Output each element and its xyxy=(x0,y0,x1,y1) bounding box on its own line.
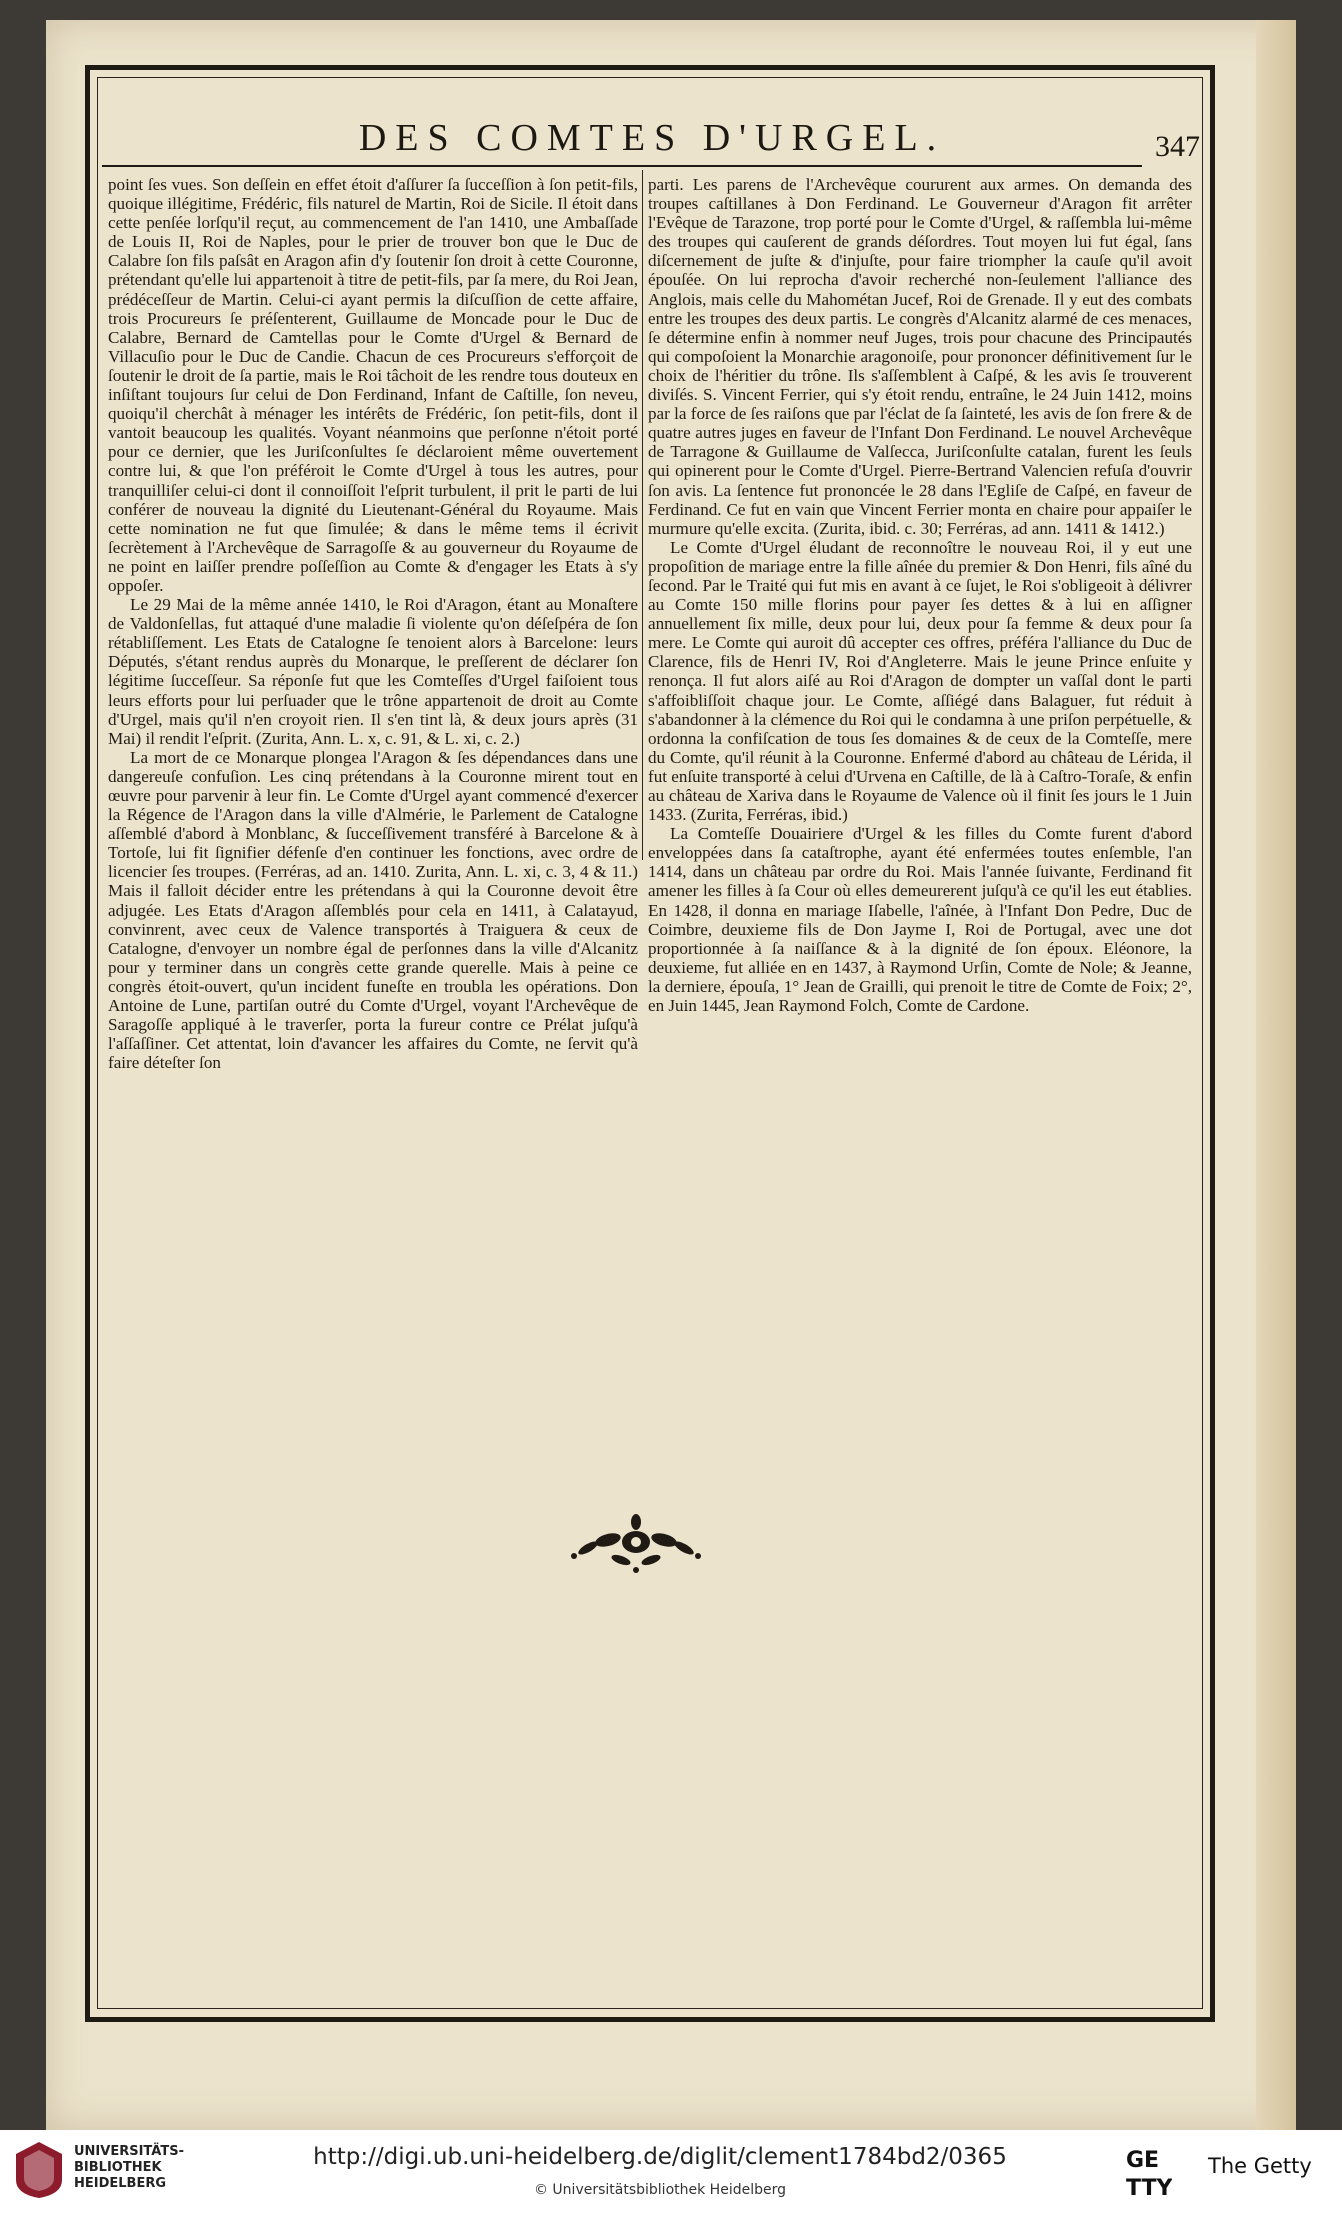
partner-name: The Getty xyxy=(1208,2154,1312,2178)
copyright-notice: © Universitätsbibliothek Heidelberg xyxy=(533,2182,786,2198)
paragraph: point ſes vues. Son deſſein en effet étoit d'aſſurer ſa ſucceſſion à ſon petit-fils, quoique illégitime, Frédéric, fils naturel de Martin, Roi de Sicile. Il étoit dans cette penſée lorſqu'il reçut, au commencement de l'an 1410, une Ambaſſade de Louis II, Roi de Naples, pour le prier de trouver bon que le Duc de Calabre ſon fils paſsât en Aragon afin d'y ſoutenir ſon droit à cette Couronne, prétendant qu'elle lui appartenoit à titre de petit-fils, par ſa mere, du Roi Jean, prédéceſſeur de Martin. Celui-ci ayant permis la diſcuſſion de cette affaire, trois Procureurs ſe préſenterent, Guillaume de Moncade pour le Duc de Calabre, Bernard de Camtellas pour le Comte d'Urgel & Bernard de Villacuſio pour le Duc de Candie. Chacun de ces Procureurs s'efforçoit de ſoutenir le droit de ſa partie, mais le Roi tâchoit de les rendre tous douteux en inſiſtant toujours ſur celui de Don Ferdinand, Infant de Caſtille, ſon neveu, quoiqu'il cherchât à ménager les intérêts de Frédéric, ſon petit-fils, dont il vantoit beaucoup les qualités. Voyant néanmoins que perſonne n'étoit porté pour ce dernier, que les Juriſconſultes ſe déclaroient même ouvertement contre lui, & que l'on préféroit le Comte d'Urgel à tous les autres, pour tranquilliſer celui-ci dont il connoiſſoit l'eſprit turbulent, il prit le parti de lui conférer de nouveau la dignité du Lieutenant-Général du Royaume. Mais cette nomination ne fut que ſimulée; & dans le même tems il écrivit ſecrètement à l'Archevêque de Sarragoſſe & au gouverneur du Royaume de ne point en laiſſer prendre poſſeſſion au Comte & d'engager les Etats à s'y oppoſer. xyxy=(108,175,638,595)
paragraph: La Comteſſe Douairiere d'Urgel & les filles du Comte furent d'abord enveloppées dans ſa cataſtrophe, ayant été enfermées toutes enſemble, l'an 1414, dans un château par ordre du Roi. Mais l'année ſuivante, Ferdinand fit amener les filles à ſa Cour où elles demeurerent juſqu'à ce qu'il les eut établies. En 1428, il donna en mariage Iſabelle, l'aînée, à l'Infant Don Pedre, Duc de Coimbre, deuxieme fils de Don Jayme I, Roi de Portugal, avec une dot proportionnée à ſa naiſſance & à la dignité de ſon époux. Eléonore, la deuxieme, fut alliée en en 1437, à Raymond Urſin, Comte de Nole; & Jeanne, la derniere, épouſa, 1° Jean de Grailli, qui prenoit le titre de Comte de Foix; 2°, en Juin 1445, Jean Raymond Folch, Comte de Cardone. xyxy=(648,824,1192,1016)
page-number: 347 xyxy=(1155,130,1200,163)
permalink-url[interactable]: http://digi.ub.uni-heidelberg.de/diglit/clement1784bd2/0365 xyxy=(313,2144,1007,2170)
scanned-page xyxy=(46,20,1296,2130)
paragraph: Le 29 Mai de la même année 1410, le Roi d'Aragon, étant au Monaſtere de Valdonſellas, fut attaqué d'une maladie ſi violente qu'on déſeſpéra de ſon rétabliſſement. Les Etats de Catalogne ſe tenoient alors à Barcelone: leurs Députés, s'étant rendus auprès du Monarque, le preſſerent de déclarer ſon légitime ſucceſſeur. Sa réponſe fut que les Comteſſes d'Urgel faiſoient tous leurs efforts pour lui perſuader que le trône appartenoit de droit au Comte d'Urgel, mais qu'il n'en croyoit rien. Il s'en tint là, & deux jours après (31 Mai) il rendit l'eſprit. (Zurita, Ann. L. x, c. 91, & L. xi, c. 2.) xyxy=(108,595,638,748)
header-rule xyxy=(102,165,1142,167)
right-column xyxy=(648,175,1192,1015)
paragraph: Le Comte d'Urgel éludant de reconnoître le nouveau Roi, il y eut une propoſition de mariage entre la fille aînée du premier & Don Henri, fils aîné du ſecond. Par le Traité qui fut mis en avant à ce ſujet, le Roi s'obligeoit à délivrer au Comte 150 mille florins pour payer ſes dettes & à lui en aſſigner annuellement ſix mille, deux pour lui, deux pour ſa femme & deux pour ſa mere. Le Comte qui auroit dû accepter ces offres, préféra l'alliance du Duc de Clarence, fils de Henri IV, Roi d'Angleterre. Mais le jeune Prince enſuite y renonça. Il fut alors aiſé au Roi d'Aragon de dompter un vaſſal dont le parti s'affoibliſſoit chaque jour. Le Comte, aſſiégé dans Balaguer, fut réduit à s'abandonner à la clémence du Roi qui le condamna à une priſon perpétuelle, & ordonna la confiſcation de tous ſes domaines & de ceux de la Comteſſe, mere du Comte, qu'il réunit à la Couronne. Enfermé d'abord au château de Lérida, il fut enſuite transporté à celui d'Urvena en Caſtille, de là à Caſtro-Toraſe, & enfin au château de Xariva dans le Royaume de Valence où il finit ſes jours le 1 Juin 1433. (Zurita, Ferréras, ibid.) xyxy=(648,537,1192,825)
svg-text:TTY: TTY xyxy=(1126,2176,1172,2200)
page-edge xyxy=(1256,20,1296,2130)
running-title: DES COMTES D'URGEL. xyxy=(358,117,946,159)
viewer-footer xyxy=(0,2130,1342,2213)
paragraph: parti. Les parens de l'Archevêque coururent aux armes. On demanda des troupes caſtillanes à Don Ferdinand. Le Gouverneur d'Aragon fit arrêter l'Evêque de Tarazone, trop porté pour le Comte d'Urgel, & raſſembla lui-même des troupes qui cauſerent de grands déſordres. Tout moyen lui fut égal, ſans diſcernement de juſte & d'injuſte, pour faire triompher la cauſe qu'il avoit épouſée. On lui reprocha d'avoir recherché non-ſeulement l'alliance des Anglois, mais celle du Mahométan Jucef, Roi de Grenade. Il y eut des combats entre les troupes des deux partis. Le congrès d'Alcanitz alarmé de ces menaces, ſe détermine enfin à nommer neuf Juges, trois pour chacune des Principautés qui compoſoient la Monarchie aragonoiſe, pour prononcer définitivement ſur le choix de l'héritier du trône. Ils s'aſſemblent à Caſpé, & les avis ſe trouverent diviſés. S. Vincent Ferrier, qui s'y étoit rendu, entraîne, le 24 Juin 1412, moins par la force de ſes raiſons que par l'éclat de ſa ſainteté, les avis de ſon frere & de quatre autres juges en faveur de l'Infant Don Ferdinand. Le nouvel Archevêque de Tarragone & Guillaume de Valſecca, Juriſconſulte catalan, furent les ſeuls qui opinerent pour le Comte d'Urgel. Pierre-Bertrand Valencien refuſa d'ouvrir ſon avis. La ſentence fut prononcée le 28 dans l'Egliſe de Caſpé, en faveur de Ferdinand. Ce fut en vain que Vincent Ferrier monta en chaire pour appaiſer le murmure qu'elle excita. (Zurita, ibid. c. 30; Ferréras, ad ann. 1411 & 1412.) xyxy=(648,175,1192,538)
university-seal-icon xyxy=(14,2140,64,2200)
svg-text:GE: GE xyxy=(1126,2148,1160,2173)
left-column xyxy=(108,175,638,1072)
page-header xyxy=(102,80,1202,163)
getty-logo-icon xyxy=(1124,2142,1172,2200)
floral-ornament-icon xyxy=(566,1510,706,1580)
column-divider xyxy=(642,170,643,860)
paragraph: La mort de ce Monarque plongea l'Aragon & ſes dépendances dans une dangereuſe confuſion. Les cinq prétendans à la Couronne mirent tout en œuvre pour parvenir à leur fin. Le Comte d'Urgel ayant commencé d'exercer la Régence de l'Aragon dans la ville d'Almérie, le Parlement de Catalogne aſſemblé d'abord à Monblanc, & ſucceſſivement transféré à Barcelone & à Tortoſe, lui fit ſignifier défenſe d'en continuer les fonctions, avec ordre de licencier ſes troupes. (Ferréras, ad an. 1410. Zurita, Ann. L. xi, c. 3, 4 & 11.) Mais il falloit décider entre les prétendans à qui la Couronne devoit être adjugée. Les Etats d'Aragon aſſemblés pour cela en 1411, à Calatayud, convinrent, avec ceux de Valence transportés à Traiguera & ceux de Catalogne, d'envoyer un nombre égal de perſonnes dans la ville d'Alcanitz pour y terminer dans un congrès cette grande querelle. Mais à peine ce congrès étoit-ouvert, qu'un incident funeſte en troubla les opérations. Don Antoine de Lune, partiſan outré du Comte d'Urgel, voyant l'Archevêque de Saragoſſe appliqué à le traverſer, porta la fureur contre ce Prélat juſqu'à l'aſſaſſiner. Cet attentat, loin d'avancer les affaires du Comte, ne ſervit qu'à faire déteſter ſon xyxy=(108,747,638,1073)
institution-name: UNIVERSITÄTS- BIBLIOTHEK HEIDELBERG xyxy=(74,2144,184,2191)
